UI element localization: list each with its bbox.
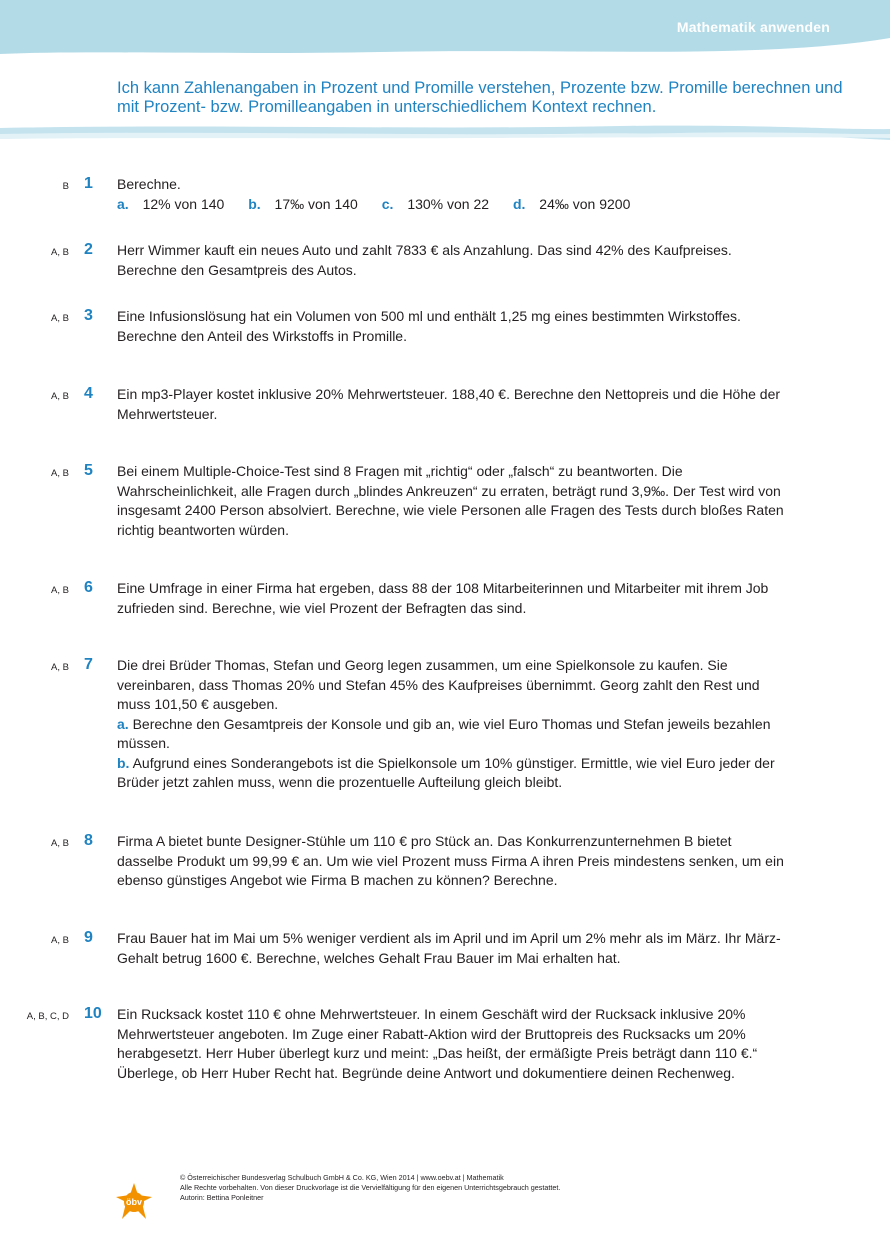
exercise-number: 6	[84, 579, 93, 596]
exercise-number: 10	[84, 1005, 102, 1022]
subtask-text: 24‰ von 9200	[539, 195, 631, 212]
exercise-text: Bei einem Multiple-Choice-Test sind 8 Fragen mit „richtig“ oder „falsch“ zu beantworten. Die Wahrscheinlichkeit, alle Fragen durch „blindes Ankreuzen“ zu erraten, beträgt rund 3,9‰. Der Test wird von insgesamt 2400 Person absolviert. Berechne, wie viele Personen alle Fragen des Tests durch bloßes Raten richtig beantworten würden.	[117, 463, 784, 538]
exercise-levels: A, B	[51, 391, 69, 402]
subtask-text: Aufgrund eines Sonderangebots ist die Spielkonsole um 10% günstiger. Ermittle, wie viel Euro jeder der Brüder jetzt zahlen muss, wenn die prozentuelle Aufteilung gleich bleibt.	[117, 754, 775, 790]
header-section-tag: Mathematik anwenden	[676, 19, 830, 35]
exercise-number: 8	[84, 832, 93, 849]
subtask-label: a.	[117, 715, 129, 732]
subtask-text: 17‰ von 140	[274, 195, 358, 212]
learning-goal: Ich kann Zahlenangaben in Prozent und Promille verstehen, Prozente bzw. Promille berechnen und mit Prozent- bzw. Promilleangaben in unterschiedlichem Kontext rechnen.	[117, 79, 843, 116]
subtask-a	[117, 715, 789, 754]
exercise-levels: A, B	[51, 838, 69, 849]
exercise-text: Eine Umfrage in einer Firma hat ergeben, dass 88 der 108 Mitarbeiterinnen und Mitarbeiter mit ihrem Job zufrieden sind. Berechne, wie viel Prozent der Befragten das sind.	[117, 580, 769, 616]
subtask-label: d.	[512, 195, 526, 212]
exercise-levels: A, B, C, D	[26, 1011, 69, 1022]
exercise-text: Herr Wimmer kauft ein neues Auto und zahlt 7833 € als Anzahlung. Das sind 42% des Kaufpreises. Berechne den Gesamtpreis des Autos.	[117, 242, 732, 278]
exercise-levels: B	[62, 181, 69, 192]
exercise-number: 2	[84, 241, 93, 258]
exercise-text: Ein Rucksack kostet 110 € ohne Mehrwertsteuer. In einem Geschäft wird der Rucksack inklusive 20% Mehrwertsteuer angeboten. Im Zuge einer Rabatt-Aktion wird der Bruttopreis des Rucksacks um 20% herabgesetzt. Herr Huber überlegt kurz und meint: „Das heißt, der ermäßigte Preis beträgt dann 110 €.“ Überlege, ob Herr Huber Recht hat. Begründe deine Antwort und dokumentiere deinen Rechenweg.	[117, 1006, 758, 1081]
publisher-logo	[116, 1183, 152, 1219]
subtask-text: 130% von 22	[407, 195, 490, 212]
subtask-label: c.	[381, 195, 394, 212]
exercise-text: Firma A bietet bunte Designer-Stühle um 110 € pro Stück an. Das Konkurrenzunternehmen B bietet dasselbe Produkt um 99,99 € an. Um wie viel Prozent muss Firma A ihren Preis mindestens senken, um ein ebenso günstiges Angebot wie Firma B machen zu können? Berechne.	[117, 833, 784, 888]
exercise-number: 9	[84, 929, 93, 946]
subtask-label: b.	[117, 754, 130, 771]
subtask-d	[513, 196, 640, 212]
rights-line: Alle Rechte vorbehalten. Von dieser Druckvorlage ist die Vervielfältigung für den eigenen Unterrichtsgebrauch gestattet.	[180, 1183, 561, 1192]
exercise-text	[117, 175, 789, 214]
exercise-instruction: Berechne.	[117, 176, 181, 192]
publisher-logo-text: öbv	[125, 1197, 143, 1207]
exercise-levels: A, B	[51, 935, 69, 946]
exercise-levels: A, B	[51, 662, 69, 673]
exercise-levels: A, B	[51, 313, 69, 324]
exercise-instruction: Die drei Brüder Thomas, Stefan und Georg legen zusammen, um eine Spielkonsole zu kaufen. Sie vereinbaren, dass Thomas 20% und Stefan 45% des Kaufpreises übernimmt. Georg zahlt den Rest und muss 101,50 € ausgeben.	[117, 657, 760, 712]
exercise-subtasks	[117, 195, 789, 215]
exercise-levels: A, B	[51, 247, 69, 258]
subtask-text: 12% von 140	[142, 195, 225, 212]
exercise-number: 3	[84, 307, 93, 324]
exercise-levels: A, B	[51, 585, 69, 596]
subtask-text: Berechne den Gesamtpreis der Konsole und gib an, wie viel Euro Thomas und Stefan jeweils bezahlen müssen.	[117, 715, 771, 751]
subtask-b	[117, 754, 789, 793]
exercise-levels: A, B	[51, 468, 69, 479]
exercise-text	[117, 656, 789, 793]
copyright-line: © Österreichischer Bundesverlag Schulbuch GmbH & Co. KG, Wien 2014 | www.oebv.at | Mathematik	[180, 1173, 504, 1182]
subtask-c	[382, 196, 499, 212]
subtask-label: b.	[248, 195, 261, 212]
exercise-text: Ein mp3-Player kostet inklusive 20% Mehrwertsteuer. 188,40 €. Berechne den Nettopreis und die Höhe der Mehrwertsteuer.	[117, 386, 781, 422]
subtask-a	[117, 196, 234, 212]
exercise-text: Eine Infusionslösung hat ein Volumen von 500 ml und enthält 1,25 mg eines bestimmten Wirkstoffes. Berechne den Anteil des Wirkstoffs in Promille.	[117, 308, 741, 344]
exercise-text: Frau Bauer hat im Mai um 5% weniger verdient als im April und im April um 2% mehr als im März. Ihr März-Gehalt betrug 1600 €. Berechne, welches Gehalt Frau Bauer im Mai erhalten hat.	[117, 930, 781, 966]
author-line: Autorin: Bettina Ponleitner	[180, 1193, 264, 1202]
subtask-label: a.	[117, 195, 129, 212]
exercise-number: 5	[84, 462, 93, 479]
exercise-number: 7	[84, 656, 93, 673]
exercise-number: 4	[84, 385, 93, 402]
copyright-footer	[180, 1173, 560, 1203]
subtask-b	[248, 196, 368, 212]
exercise-number: 1	[84, 175, 93, 192]
